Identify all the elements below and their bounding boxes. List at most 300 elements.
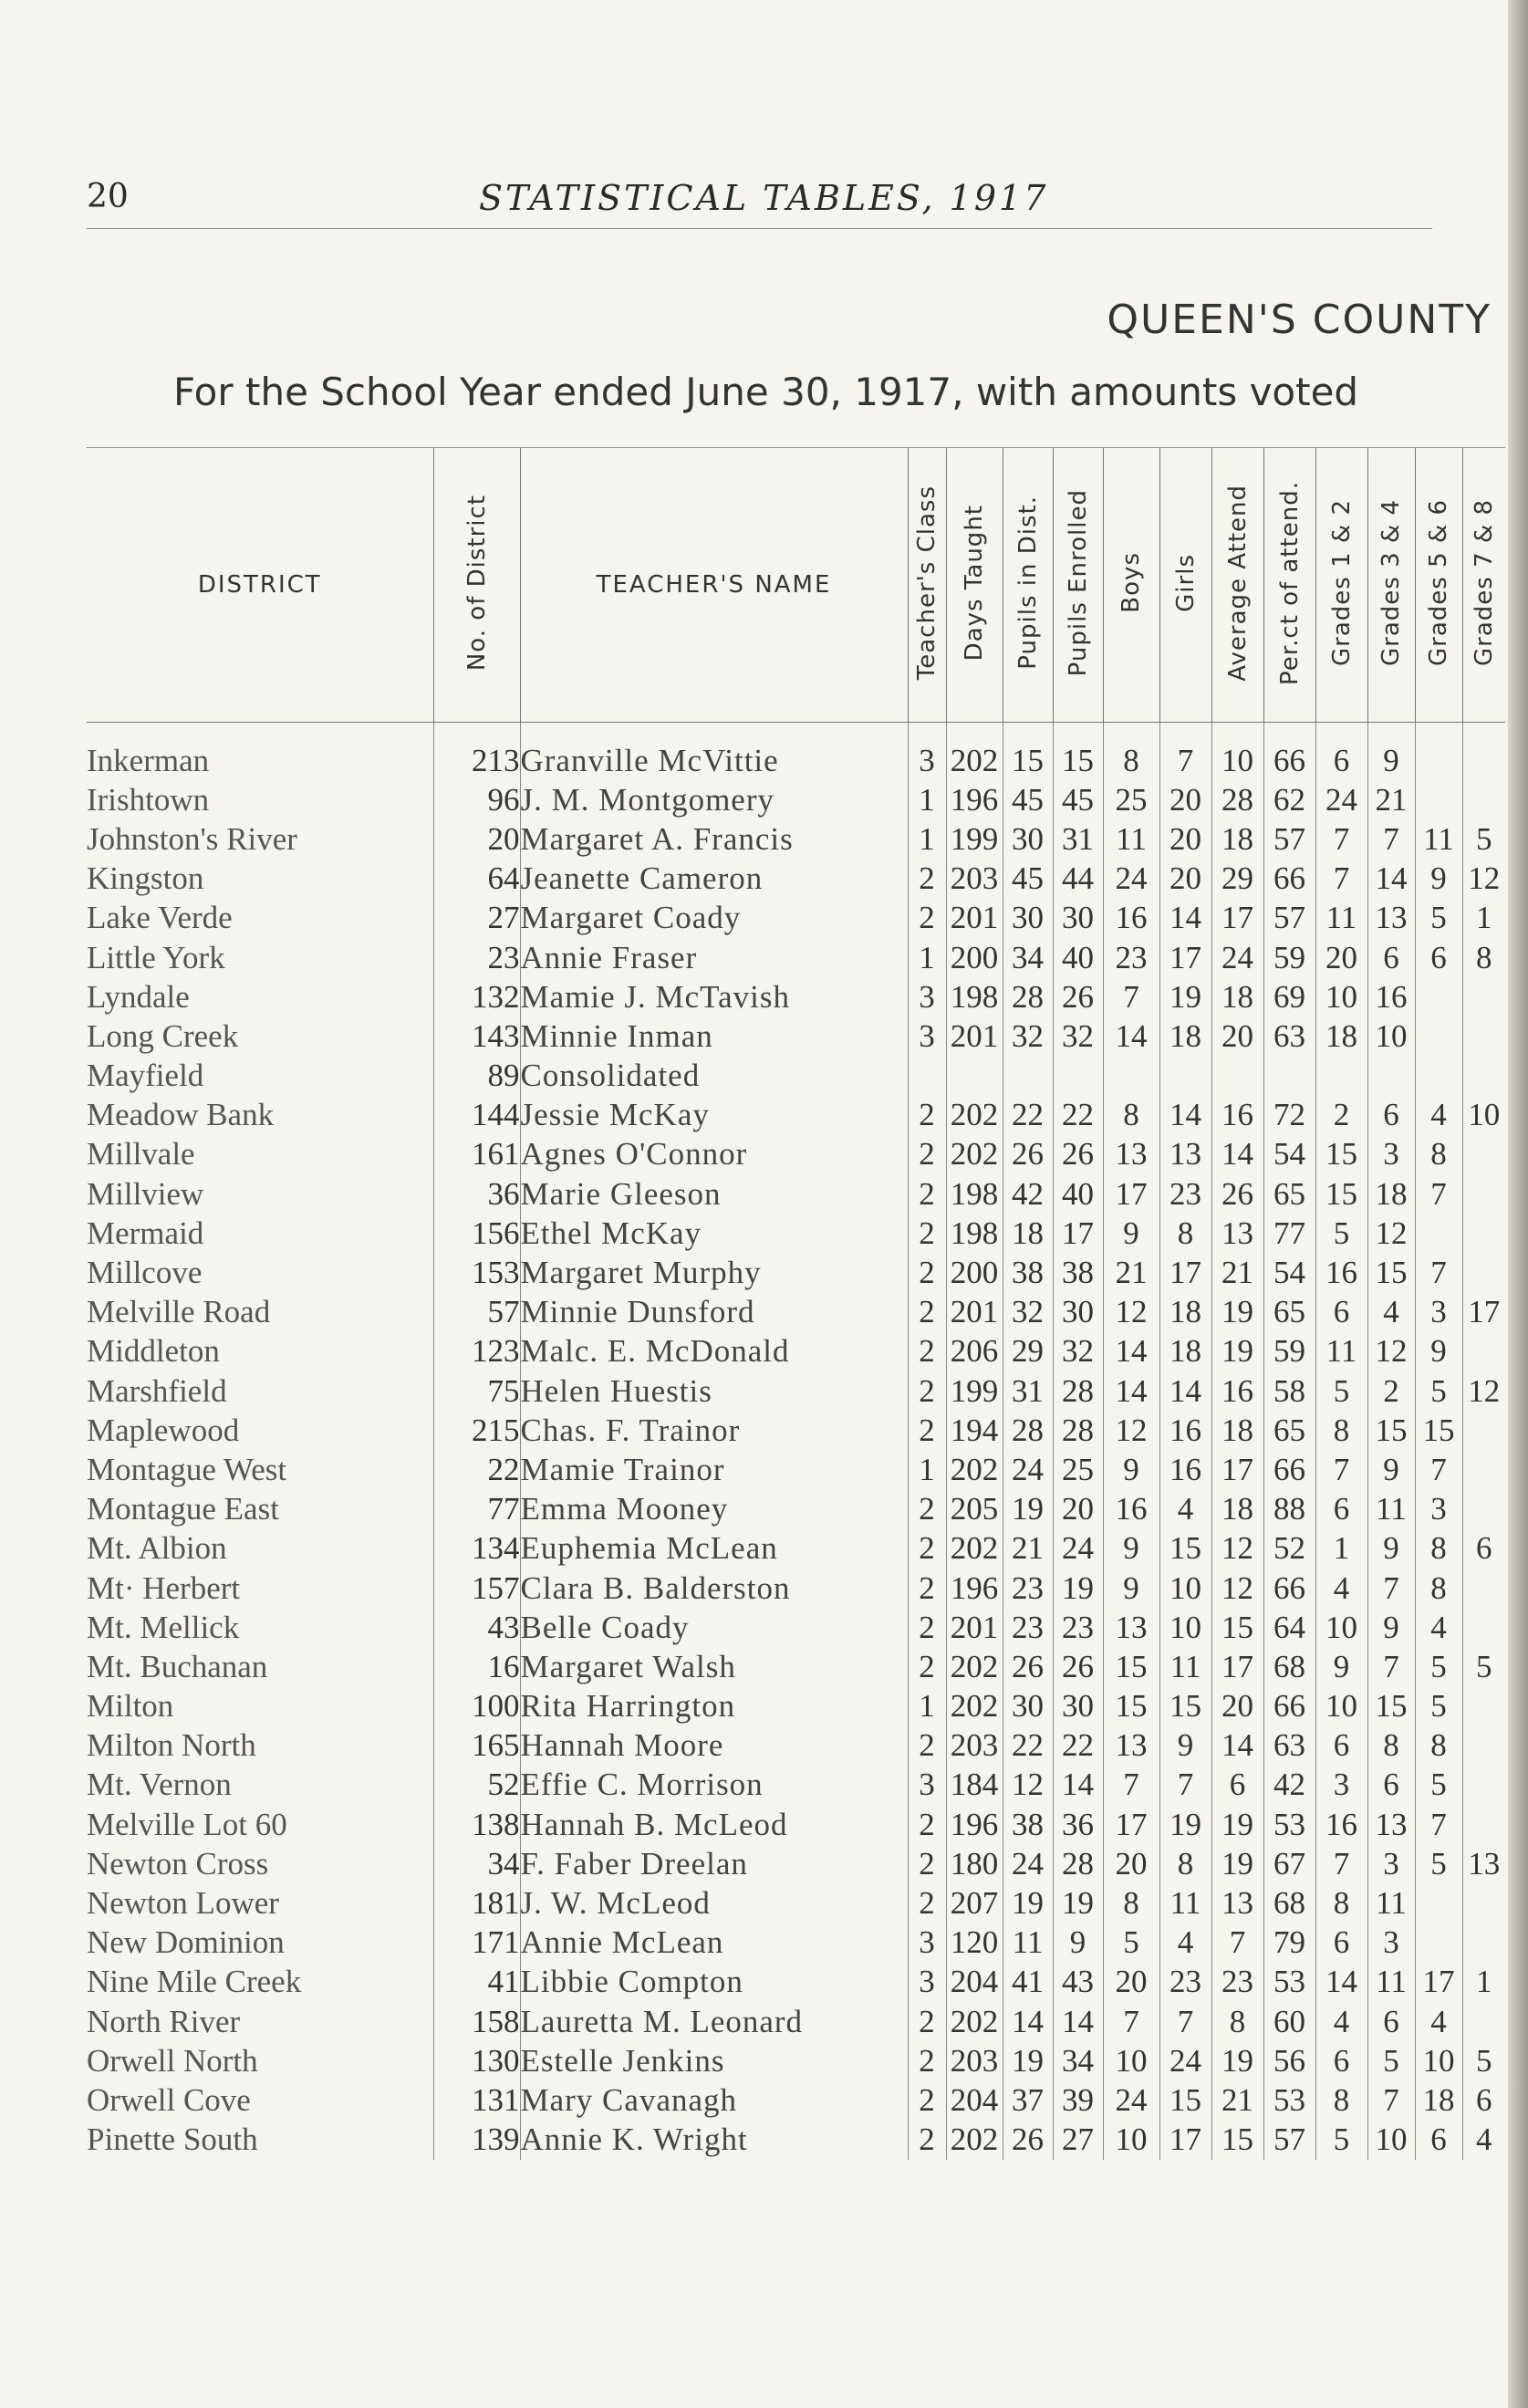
avg-attend-cell: 14: [1211, 1726, 1263, 1766]
grades-1-2-cell: 18: [1315, 1016, 1367, 1056]
girls-cell: 17: [1159, 1253, 1211, 1292]
pupils-dist-cell: 23: [1003, 1608, 1053, 1647]
pupils-dist-cell: 45: [1003, 780, 1053, 819]
statistics-table: [87, 447, 1505, 2160]
grades-1-2-cell: 5: [1315, 1371, 1367, 1411]
district-cell: Pinette South: [87, 2121, 258, 2158]
pupils-dist-cell: [1003, 1057, 1053, 1096]
boys-cell: 13: [1103, 1135, 1159, 1174]
days-taught-cell: 180: [946, 1844, 1003, 1883]
district-cell: Meadow Bank: [87, 1097, 275, 1133]
pupils-dist-cell: 41: [1003, 1963, 1053, 2002]
teacher-name-cell: Clara B. Balderston: [520, 1569, 908, 1608]
teacher-class-cell: 2: [908, 1371, 946, 1411]
district-cell: Mt· Herbert: [87, 1569, 241, 1606]
col-boys: Boys: [1103, 448, 1159, 723]
pupils-dist-cell: 18: [1003, 1214, 1053, 1253]
grades-1-2-cell: 11: [1315, 899, 1367, 938]
grades-5-6-cell: [1415, 977, 1462, 1016]
pupils-dist-cell: 30: [1003, 1687, 1053, 1726]
teacher-name-cell: Minnie Dunsford: [520, 1293, 908, 1332]
pupils-enrolled-cell: 19: [1053, 1883, 1103, 1923]
table-subtitle: For the School Year ended June 30, 1917, with amounts voted: [173, 370, 1359, 414]
grades-3-4-cell: 13: [1367, 1805, 1415, 1844]
avg-attend-cell: 17: [1211, 899, 1263, 938]
girls-cell: [1159, 1057, 1211, 1096]
grades-3-4-cell: 5: [1367, 2041, 1415, 2080]
pupils-enrolled-cell: 26: [1053, 1135, 1103, 1174]
col-grades-3-4: Grades 3 & 4: [1367, 448, 1415, 723]
boys-cell: 23: [1103, 938, 1159, 977]
table-row: [87, 1135, 1505, 1174]
table-row: [87, 1529, 1505, 1569]
avg-attend-cell: 23: [1211, 1963, 1263, 2002]
col-no-district: No. of District: [433, 448, 520, 723]
teacher-name-cell: Mary Cavanagh: [520, 2080, 908, 2120]
district-number-cell: 156: [433, 1214, 520, 1253]
pupils-dist-cell: 19: [1003, 1490, 1053, 1529]
grades-1-2-cell: 14: [1315, 1963, 1367, 2002]
pupils-enrolled-cell: 28: [1053, 1371, 1103, 1411]
days-taught-cell: 196: [946, 780, 1003, 819]
girls-cell: 7: [1159, 1766, 1211, 1805]
district-number-cell: 131: [433, 2080, 520, 2120]
teacher-class-cell: 2: [908, 1647, 946, 1686]
grades-5-6-cell: 5: [1415, 1766, 1462, 1805]
grades-3-4-cell: 12: [1367, 1332, 1415, 1371]
grades-3-4-cell: 15: [1367, 1687, 1415, 1726]
grades-1-2-cell: 10: [1315, 1687, 1367, 1726]
pupils-dist-cell: 38: [1003, 1805, 1053, 1844]
grades-3-4-cell: 13: [1367, 899, 1415, 938]
days-taught-cell: 196: [946, 1569, 1003, 1608]
grades-5-6-cell: 18: [1415, 2080, 1462, 2120]
district-cell: Melville Road: [87, 1294, 271, 1330]
pupils-enrolled-cell: 27: [1053, 2121, 1103, 2160]
table-row: [87, 1174, 1505, 1214]
district-cell: Melville Lot 60: [87, 1806, 287, 1842]
days-taught-cell: 201: [946, 1016, 1003, 1056]
teacher-class-cell: 3: [908, 1963, 946, 2002]
teacher-class-cell: 2: [908, 1174, 946, 1214]
teacher-class-cell: 2: [908, 1490, 946, 1529]
pupils-enrolled-cell: 22: [1053, 1726, 1103, 1766]
pct-attend-cell: 52: [1263, 1529, 1315, 1569]
grades-1-2-cell: 5: [1315, 2121, 1367, 2160]
pct-attend-cell: 77: [1263, 1214, 1315, 1253]
pct-attend-cell: 79: [1263, 1923, 1315, 1963]
teacher-name-cell: Estelle Jenkins: [520, 2041, 908, 2080]
pct-attend-cell: 66: [1263, 1569, 1315, 1608]
teacher-name-cell: Jeanette Cameron: [520, 860, 908, 899]
district-cell: Mt. Buchanan: [87, 1648, 268, 1684]
grades-7-8-cell: 5: [1462, 819, 1505, 859]
grades-5-6-cell: 7: [1415, 1253, 1462, 1292]
table-row: [87, 1057, 1505, 1096]
district-number-cell: 27: [433, 899, 520, 938]
grades-5-6-cell: 5: [1415, 1371, 1462, 1411]
pupils-dist-cell: 28: [1003, 1411, 1053, 1450]
teacher-name-cell: Belle Coady: [520, 1608, 908, 1647]
avg-attend-cell: 24: [1211, 938, 1263, 977]
grades-5-6-cell: [1415, 1883, 1462, 1923]
days-taught-cell: 203: [946, 860, 1003, 899]
district-number-cell: 165: [433, 1726, 520, 1766]
teacher-name-cell: Hannah B. McLeod: [520, 1805, 908, 1844]
boys-cell: 16: [1103, 899, 1159, 938]
grades-1-2-cell: 15: [1315, 1174, 1367, 1214]
district-number-cell: 52: [433, 1766, 520, 1805]
pct-attend-cell: 42: [1263, 1766, 1315, 1805]
pupils-dist-cell: 21: [1003, 1529, 1053, 1569]
district-number-cell: 64: [433, 860, 520, 899]
avg-attend-cell: [1211, 1057, 1263, 1096]
district-cell: Milton: [87, 1688, 174, 1725]
grades-1-2-cell: 7: [1315, 1844, 1367, 1883]
grades-7-8-cell: [1462, 1490, 1505, 1529]
grades-5-6-cell: 15: [1415, 1411, 1462, 1450]
avg-attend-cell: 16: [1211, 1096, 1263, 1135]
pupils-dist-cell: 32: [1003, 1293, 1053, 1332]
days-taught-cell: 204: [946, 2080, 1003, 2120]
grades-3-4-cell: 14: [1367, 860, 1415, 899]
boys-cell: 21: [1103, 1253, 1159, 1292]
teacher-class-cell: 2: [908, 1293, 946, 1332]
district-number-cell: 16: [433, 1647, 520, 1686]
district-cell: Nine Mile Creek: [87, 1964, 302, 2000]
grades-5-6-cell: 7: [1415, 1805, 1462, 1844]
col-teacher-class: Teacher's Class: [908, 448, 946, 723]
teacher-name-cell: Libbie Compton: [520, 1963, 908, 2002]
grades-1-2-cell: 10: [1315, 977, 1367, 1016]
district-cell: Montague West: [87, 1451, 287, 1487]
avg-attend-cell: 7: [1211, 1923, 1263, 1963]
district-number-cell: 153: [433, 1253, 520, 1292]
district-number-cell: 215: [433, 1411, 520, 1450]
teacher-name-cell: Mamie Trainor: [520, 1450, 908, 1489]
teacher-name-cell: Effie C. Morrison: [520, 1766, 908, 1805]
pupils-dist-cell: 42: [1003, 1174, 1053, 1214]
grades-5-6-cell: 7: [1415, 1450, 1462, 1489]
pupils-dist-cell: 22: [1003, 1096, 1053, 1135]
avg-attend-cell: 18: [1211, 977, 1263, 1016]
grades-3-4-cell: 7: [1367, 1647, 1415, 1686]
girls-cell: 15: [1159, 2080, 1211, 2120]
boys-cell: 9: [1103, 1529, 1159, 1569]
teacher-name-cell: Annie McLean: [520, 1923, 908, 1963]
pct-attend-cell: 67: [1263, 1844, 1315, 1883]
grades-1-2-cell: 9: [1315, 1647, 1367, 1686]
teacher-class-cell: 2: [908, 1529, 946, 1569]
grades-3-4-cell: 3: [1367, 1135, 1415, 1174]
avg-attend-cell: 19: [1211, 2041, 1263, 2080]
avg-attend-cell: 17: [1211, 1647, 1263, 1686]
pupils-dist-cell: 32: [1003, 1016, 1053, 1056]
teacher-name-cell: Agnes O'Connor: [520, 1135, 908, 1174]
page-edge-shadow: [1508, 0, 1528, 2408]
avg-attend-cell: 20: [1211, 1016, 1263, 1056]
grades-7-8-cell: 1: [1462, 1963, 1505, 2002]
teacher-name-cell: Ethel McKay: [520, 1214, 908, 1253]
grades-5-6-cell: 4: [1415, 1608, 1462, 1647]
grades-3-4-cell: 4: [1367, 1293, 1415, 1332]
avg-attend-cell: 21: [1211, 2080, 1263, 2120]
teacher-class-cell: 2: [908, 2041, 946, 2080]
avg-attend-cell: 19: [1211, 1332, 1263, 1371]
avg-attend-cell: 18: [1211, 819, 1263, 859]
days-taught-cell: 202: [946, 723, 1003, 781]
teacher-class-cell: 2: [908, 860, 946, 899]
district-cell: Middleton: [87, 1333, 220, 1370]
district-number-cell: 96: [433, 780, 520, 819]
avg-attend-cell: 8: [1211, 2002, 1263, 2041]
pct-attend-cell: 68: [1263, 1883, 1315, 1923]
table-row: [87, 1647, 1505, 1686]
pupils-enrolled-cell: 36: [1053, 1805, 1103, 1844]
grades-7-8-cell: 8: [1462, 938, 1505, 977]
days-taught-cell: 196: [946, 1805, 1003, 1844]
grades-3-4-cell: 2: [1367, 1371, 1415, 1411]
avg-attend-cell: 13: [1211, 1214, 1263, 1253]
grades-1-2-cell: 3: [1315, 1766, 1367, 1805]
table-row: [87, 2041, 1505, 2080]
col-teacher: TEACHER'S NAME: [520, 448, 908, 723]
pct-attend-cell: 59: [1263, 938, 1315, 977]
pct-attend-cell: 57: [1263, 819, 1315, 859]
district-cell: Newton Cross: [87, 1845, 269, 1882]
boys-cell: 20: [1103, 1963, 1159, 2002]
pct-attend-cell: 65: [1263, 1293, 1315, 1332]
teacher-class-cell: 2: [908, 1844, 946, 1883]
grades-7-8-cell: [1462, 1214, 1505, 1253]
avg-attend-cell: 19: [1211, 1293, 1263, 1332]
boys-cell: 8: [1103, 1096, 1159, 1135]
grades-3-4-cell: 6: [1367, 2002, 1415, 2041]
pct-attend-cell: 54: [1263, 1253, 1315, 1292]
girls-cell: 18: [1159, 1016, 1211, 1056]
grades-7-8-cell: 5: [1462, 2041, 1505, 2080]
pupils-dist-cell: 26: [1003, 1135, 1053, 1174]
girls-cell: 9: [1159, 1726, 1211, 1766]
boys-cell: 10: [1103, 2121, 1159, 2160]
girls-cell: 15: [1159, 1687, 1211, 1726]
boys-cell: [1103, 1057, 1159, 1096]
grades-7-8-cell: [1462, 1332, 1505, 1371]
teacher-class-cell: 3: [908, 1016, 946, 1056]
pupils-dist-cell: 11: [1003, 1923, 1053, 1963]
grades-5-6-cell: [1415, 1057, 1462, 1096]
grades-7-8-cell: [1462, 1766, 1505, 1805]
table-row: [87, 1096, 1505, 1135]
days-taught-cell: 120: [946, 1923, 1003, 1963]
table-body: [87, 723, 1505, 2160]
grades-7-8-cell: 12: [1462, 860, 1505, 899]
pct-attend-cell: 53: [1263, 1963, 1315, 2002]
grades-1-2-cell: 7: [1315, 1450, 1367, 1489]
avg-attend-cell: 10: [1211, 723, 1263, 781]
pupils-enrolled-cell: 14: [1053, 1766, 1103, 1805]
pct-attend-cell: 66: [1263, 860, 1315, 899]
avg-attend-cell: 20: [1211, 1687, 1263, 1726]
girls-cell: 7: [1159, 723, 1211, 781]
boys-cell: 14: [1103, 1332, 1159, 1371]
district-number-cell: 23: [433, 938, 520, 977]
days-taught-cell: [946, 1057, 1003, 1096]
grades-7-8-cell: [1462, 723, 1505, 781]
days-taught-cell: 199: [946, 819, 1003, 859]
grades-7-8-cell: 10: [1462, 1096, 1505, 1135]
girls-cell: 14: [1159, 1371, 1211, 1411]
table-row: [87, 1332, 1505, 1371]
district-cell: Montague East: [87, 1491, 279, 1527]
pupils-enrolled-cell: 28: [1053, 1844, 1103, 1883]
teacher-name-cell: J. M. Montgomery: [520, 780, 908, 819]
pct-attend-cell: 57: [1263, 2121, 1315, 2160]
table-row: [87, 1490, 1505, 1529]
pupils-dist-cell: 15: [1003, 723, 1053, 781]
running-title: STATISTICAL TABLES, 1917: [479, 178, 1049, 218]
pupils-dist-cell: 24: [1003, 1450, 1053, 1489]
pupils-enrolled-cell: 32: [1053, 1332, 1103, 1371]
grades-5-6-cell: 5: [1415, 1687, 1462, 1726]
pupils-dist-cell: 29: [1003, 1332, 1053, 1371]
grades-5-6-cell: 17: [1415, 1963, 1462, 2002]
teacher-class-cell: 2: [908, 1411, 946, 1450]
teacher-name-cell: Malc. E. McDonald: [520, 1332, 908, 1371]
girls-cell: 4: [1159, 1923, 1211, 1963]
district-cell: Milton North: [87, 1727, 256, 1764]
girls-cell: 10: [1159, 1569, 1211, 1608]
table-row: [87, 977, 1505, 1016]
col-pupils-dist: Pupils in Dist.: [1003, 448, 1053, 723]
district-number-cell: 77: [433, 1490, 520, 1529]
district-cell: Orwell Cove: [87, 2081, 251, 2118]
grades-7-8-cell: 6: [1462, 1529, 1505, 1569]
county-title: QUEEN'S COUNTY: [1107, 297, 1492, 343]
grades-5-6-cell: 5: [1415, 1647, 1462, 1686]
grades-5-6-cell: 9: [1415, 860, 1462, 899]
grades-5-6-cell: [1415, 1923, 1462, 1963]
pct-attend-cell: 54: [1263, 1135, 1315, 1174]
grades-3-4-cell: 7: [1367, 2080, 1415, 2120]
table-row: [87, 1923, 1505, 1963]
district-cell: Mermaid: [87, 1214, 204, 1251]
table-row: [87, 2121, 1505, 2160]
table-row: [87, 1883, 1505, 1923]
pupils-enrolled-cell: 19: [1053, 1569, 1103, 1608]
grades-3-4-cell: 9: [1367, 1608, 1415, 1647]
teacher-class-cell: 2: [908, 2080, 946, 2120]
col-avg-attend: Average Attend: [1211, 448, 1263, 723]
pct-attend-cell: 59: [1263, 1332, 1315, 1371]
girls-cell: 17: [1159, 2121, 1211, 2160]
pct-attend-cell: 58: [1263, 1371, 1315, 1411]
pct-attend-cell: 56: [1263, 2041, 1315, 2080]
boys-cell: 5: [1103, 1923, 1159, 1963]
grades-7-8-cell: 5: [1462, 1647, 1505, 1686]
pupils-enrolled-cell: 39: [1053, 2080, 1103, 2120]
grades-3-4-cell: 16: [1367, 977, 1415, 1016]
grades-1-2-cell: 8: [1315, 1411, 1367, 1450]
boys-cell: 9: [1103, 1214, 1159, 1253]
teacher-name-cell: F. Faber Dreelan: [520, 1844, 908, 1883]
grades-5-6-cell: 4: [1415, 1096, 1462, 1135]
district-cell: Marshfield: [87, 1372, 227, 1409]
district-cell: North River: [87, 2003, 241, 2039]
days-taught-cell: 184: [946, 1766, 1003, 1805]
grades-3-4-cell: 18: [1367, 1174, 1415, 1214]
grades-1-2-cell: 6: [1315, 1726, 1367, 1766]
grades-1-2-cell: 6: [1315, 2041, 1367, 2080]
district-number-cell: 143: [433, 1016, 520, 1056]
teacher-class-cell: [908, 1057, 946, 1096]
teacher-class-cell: 1: [908, 819, 946, 859]
girls-cell: 8: [1159, 1844, 1211, 1883]
grades-1-2-cell: 15: [1315, 1135, 1367, 1174]
district-number-cell: 144: [433, 1096, 520, 1135]
boys-cell: 10: [1103, 2041, 1159, 2080]
pupils-enrolled-cell: 25: [1053, 1450, 1103, 1489]
district-cell: Maplewood: [87, 1412, 240, 1448]
days-taught-cell: 203: [946, 1726, 1003, 1766]
grades-5-6-cell: 4: [1415, 2002, 1462, 2041]
pupils-enrolled-cell: 26: [1053, 977, 1103, 1016]
teacher-class-cell: 3: [908, 1923, 946, 1963]
district-number-cell: 20: [433, 819, 520, 859]
grades-1-2-cell: 2: [1315, 1096, 1367, 1135]
grades-7-8-cell: [1462, 1174, 1505, 1214]
teacher-name-cell: Helen Huestis: [520, 1371, 908, 1411]
days-taught-cell: 202: [946, 1529, 1003, 1569]
grades-1-2-cell: 6: [1315, 1923, 1367, 1963]
district-number-cell: 161: [433, 1135, 520, 1174]
district-cell: Mt. Vernon: [87, 1767, 232, 1803]
col-pct-attend: Per.ct of attend.: [1263, 448, 1315, 723]
avg-attend-cell: 15: [1211, 2121, 1263, 2160]
district-cell: Millcove: [87, 1255, 203, 1291]
district-number-cell: 43: [433, 1608, 520, 1647]
boys-cell: 12: [1103, 1293, 1159, 1332]
district-number-cell: 41: [433, 1963, 520, 2002]
grades-3-4-cell: 11: [1367, 1490, 1415, 1529]
pupils-enrolled-cell: 30: [1053, 1293, 1103, 1332]
grades-1-2-cell: 1: [1315, 1529, 1367, 1569]
avg-attend-cell: 13: [1211, 1883, 1263, 1923]
pct-attend-cell: 53: [1263, 2080, 1315, 2120]
boys-cell: 24: [1103, 2080, 1159, 2120]
boys-cell: 24: [1103, 860, 1159, 899]
grades-5-6-cell: 5: [1415, 899, 1462, 938]
teacher-class-cell: 2: [908, 1883, 946, 1923]
pct-attend-cell: 69: [1263, 977, 1315, 1016]
table-row: [87, 1608, 1505, 1647]
col-grades-5-6: Grades 5 & 6: [1415, 448, 1462, 723]
girls-cell: 16: [1159, 1450, 1211, 1489]
pupils-enrolled-cell: 44: [1053, 860, 1103, 899]
pupils-enrolled-cell: 26: [1053, 1647, 1103, 1686]
grades-1-2-cell: 7: [1315, 819, 1367, 859]
girls-cell: 10: [1159, 1608, 1211, 1647]
district-number-cell: 34: [433, 1844, 520, 1883]
col-days-taught: Days Taught: [946, 448, 1003, 723]
girls-cell: 18: [1159, 1332, 1211, 1371]
pupils-dist-cell: 38: [1003, 1253, 1053, 1292]
girls-cell: 19: [1159, 1805, 1211, 1844]
district-number-cell: 134: [433, 1529, 520, 1569]
table-row: [87, 1450, 1505, 1489]
grades-7-8-cell: [1462, 1135, 1505, 1174]
days-taught-cell: 204: [946, 1963, 1003, 2002]
